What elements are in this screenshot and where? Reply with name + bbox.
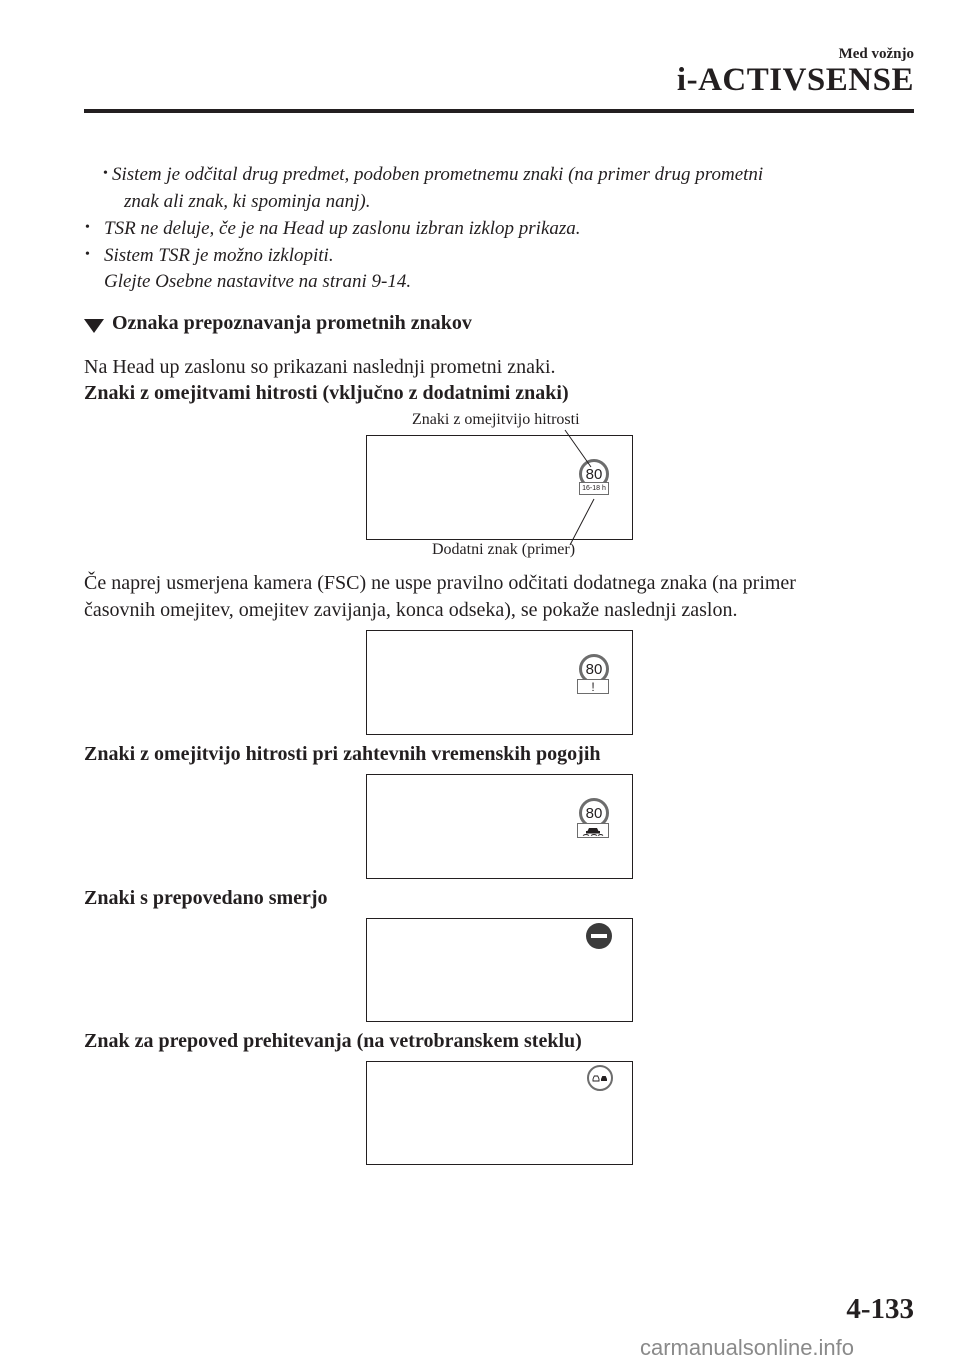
speed-limit-value: 80	[585, 804, 603, 822]
list-item-text: Sistem TSR je možno izklopiti.	[104, 245, 334, 266]
no-entry-sign-icon	[586, 923, 612, 949]
callout-supplementary-sign: Dodatni znak (primer)	[432, 541, 576, 558]
chapter-title: i-ACTIVSENSE	[676, 62, 914, 98]
cross-reference: Glejte Osebne nastavitve na strani 9-14.	[104, 271, 412, 292]
intro-text: Na Head up zaslonu so prikazani naslednji prometni znaki.	[84, 356, 556, 378]
list-item-continuation: znak ali znak, ki spominja nanj).	[124, 191, 371, 212]
callout-line-top	[565, 430, 591, 467]
heading-triangle-icon	[84, 319, 104, 333]
section-heading: Oznaka prepoznavanja prometnih znakov	[112, 312, 472, 334]
list-item	[85, 245, 334, 267]
speed-limit-value: 80	[585, 465, 603, 483]
list-item-text: TSR ne deluje, če je na Head up zaslonu izbran izklop prikaza.	[104, 218, 581, 239]
overtaking-cars-icon	[592, 1074, 608, 1083]
head-up-display-screen	[366, 918, 633, 1022]
watermark: carmanualsonline.info	[640, 1335, 855, 1360]
page-number: 4-133	[846, 1293, 914, 1325]
slippery-road-car-icon	[582, 825, 604, 836]
subheading-no-entry: Znaki s prepovedano smerjo	[84, 887, 328, 909]
head-up-display-screen	[366, 1061, 633, 1165]
bullet-marker: •	[85, 220, 90, 235]
body-text: časovnih omejitev, omejitev zavijanja, konca odseka), se pokaže naslednji zaslon.	[84, 599, 738, 621]
no-overtaking-sign-icon	[587, 1065, 613, 1091]
bad-weather-plate	[577, 823, 609, 838]
subheading-speed-limit-with-supplementary: Znaki z omejitvami hitrosti (vključno z dodatnimi znaki)	[84, 382, 569, 404]
list-item	[85, 218, 581, 240]
list-item-text: Sistem je odčital drug predmet, podoben prometnemu znaki (na primer drug prometni	[112, 164, 764, 185]
unreadable-supplementary-sign-icon	[577, 679, 609, 694]
section-title: Med vožnjo	[838, 46, 914, 62]
supplementary-sign-text: 16-18 h	[582, 485, 606, 492]
speed-limit-value: 80	[585, 660, 603, 678]
no-entry-bar	[591, 934, 607, 938]
header-rule	[84, 109, 914, 113]
bullet-marker: •	[85, 247, 90, 262]
callout-speed-limit-sign: Znaki z omejitvijo hitrosti	[412, 411, 580, 428]
subheading-bad-weather-speed-limit: Znaki z omejitvijo hitrosti pri zahtevnih vremenskih pogojih	[84, 743, 601, 765]
bullet-marker: •	[103, 166, 108, 181]
head-up-display-screen	[366, 774, 633, 879]
callout-line-bottom	[570, 499, 594, 545]
unreadable-mark: !	[591, 679, 595, 694]
body-text: Če naprej usmerjena kamera (FSC) ne uspe pravilno odčitati dodatnega znaka (na primer	[84, 572, 796, 594]
callout-leader-lines	[540, 425, 620, 550]
list-item	[103, 164, 764, 186]
subheading-no-overtaking: Znak za prepoved prehitevanja (na vetrobranskem steklu)	[84, 1030, 582, 1052]
head-up-display-screen	[366, 630, 633, 735]
